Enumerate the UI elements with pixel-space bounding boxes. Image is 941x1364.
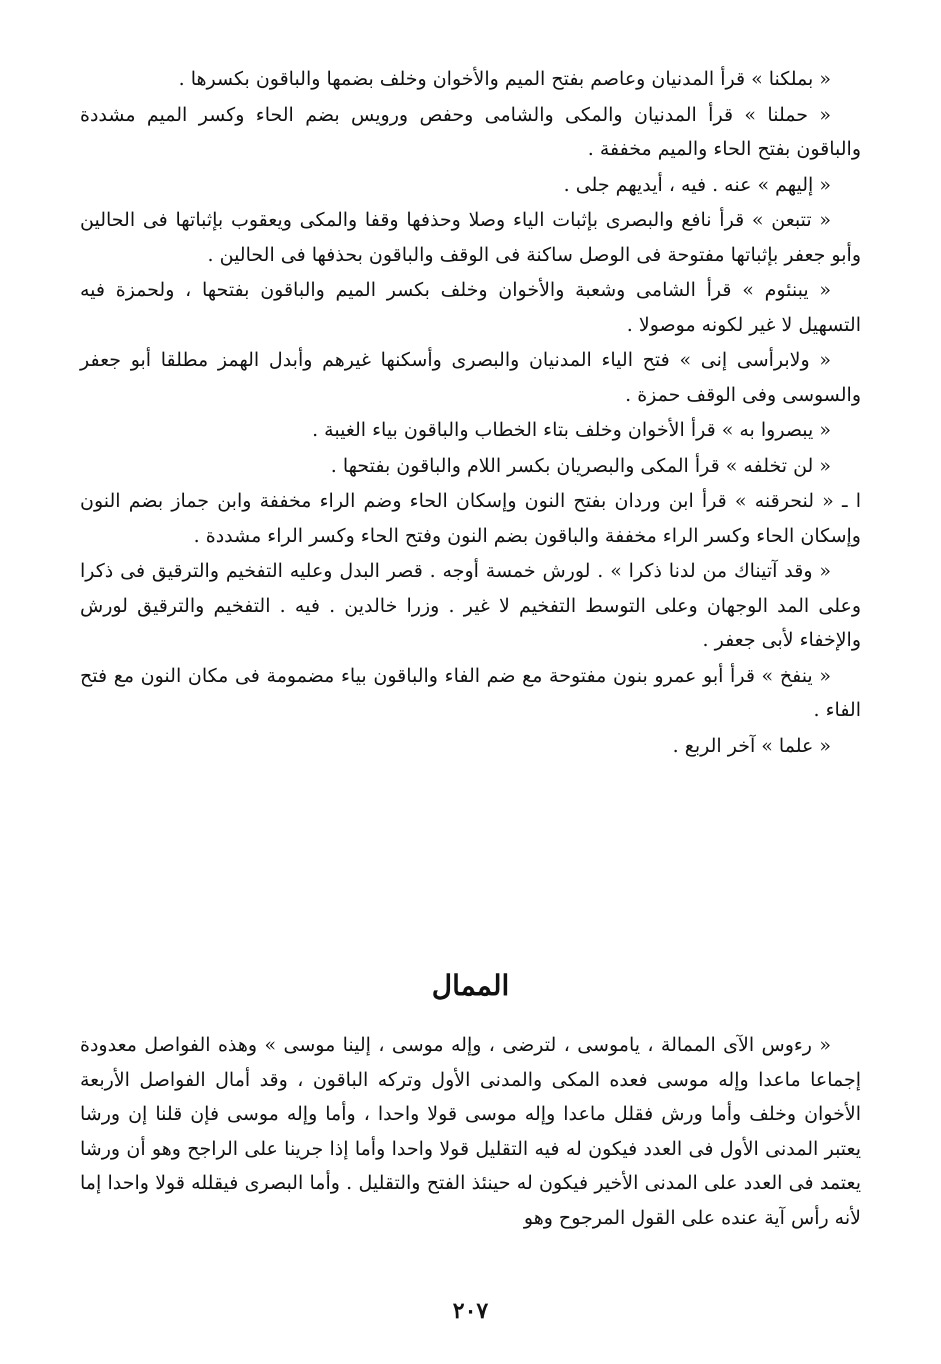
paragraph: « وقد آتيناك من لدنا ذكرا » . لورش خمسة أوجه . قصر البدل وعليه التفخيم والترقيق فى ذكرا وعلى المد الوجهان وعلى التوسط التفخيم لا غير . وزرا خالدين . فيه . التفخيم والترقيق لورش والإخفاء لأبى جعفر . — [80, 560, 861, 651]
page-number: ٢٠٧ — [452, 1298, 489, 1324]
section-heading: الممال — [431, 969, 510, 1002]
paragraph: ا ـ « لنحرقنه » قرأ ابن وردان بفتح النون وإسكان الحاء وضم الراء مخففة وابن جماز بضم النون وإسكان الحاء وكسر الراء مخففة والباقون بضم النون وفتح الحاء وكسر الراء مشددة . — [80, 490, 861, 547]
paragraph: « ولابرأسى إنى » فتح الياء المدنيان والبصرى وأسكنها غيرهم وأبدل الهمز مطلقا أبو جعفر والسوسى وفى الوقف حمزة . — [80, 349, 861, 406]
paragraph: « ينفخ » قرأ أبو عمرو بنون مفتوحة مع ضم الفاء والباقون بياء مضمومة فى مكان النون مع فتح الفاء . — [80, 664, 861, 721]
section-text-block — [80, 1028, 861, 1236]
paragraph: « يبنئوم » قرأ الشامى وشعبة والأخوان وخلف بكسر الميم والباقون بفتحها ، ولحمزة فيه التسهيل لا غير لكونه موصولا . — [80, 279, 861, 336]
paragraph: « حملنا » قرأ المدنيان والمكى والشامى وحفص ورويس بضم الحاء وكسر الميم مشددة والباقون بفتح الحاء والميم مخففة . — [80, 103, 861, 160]
paragraph: « تتبعن » قرأ نافع والبصرى بإثبات الياء وصلا وحذفها وقفا والمكى ويعقوب بإثباتها فى الحالين وأبو جعفر بإثباتها مفتوحة فى الوصل ساكنة فى الوقف والباقون بحذفها فى الحالين . — [80, 209, 861, 266]
main-text-block — [80, 62, 861, 763]
paragraph: « علما » آخر الربع . — [672, 734, 831, 757]
paragraph: « إليهم » عنه . فيه ، أيديهم جلى . — [563, 173, 831, 196]
paragraph: « يبصروا به » قرأ الأخوان وخلف بتاء الخطاب والباقون بياء الغيبة . — [312, 419, 831, 441]
paragraph: « بملكنا » قرأ المدنيان وعاصم بفتح الميم والأخوان وخلف بضمها والباقون بكسرها . — [178, 68, 831, 90]
paragraph: « رءوس الآى الممالة ، ياموسى ، لترضى ، وإله موسى ، إلينا موسى » وهذه الفواصل معدودة إجماعا ماعدا وإله موسى فعده المكى والمدنى الأول وتركه الباقون ، وقد أمال الفواصل الأربعة الأخوان وخلف وأما ورش فقلل ماعدا وإله موسى قولا واحدا ، وأما وإله موسى فإن قلنا إن ورشا يعتبر المدنى الأول فى العدد فيكون له فيه التقليل قولا واحدا وأما إذا جرينا على الراجح وهو أن ورشا يعتمد فى العدد على المدنى الأخير فيكون له حينئذ الفتح والتقليل . وأما البصرى فيقلله قولا واحدا إما لأنه رأس آية عنده على القول المرجوح وهو — [80, 1034, 861, 1229]
paragraph: « لن تخلفه » قرأ المكى والبصريان بكسر اللام والباقون بفتحها . — [330, 454, 831, 477]
